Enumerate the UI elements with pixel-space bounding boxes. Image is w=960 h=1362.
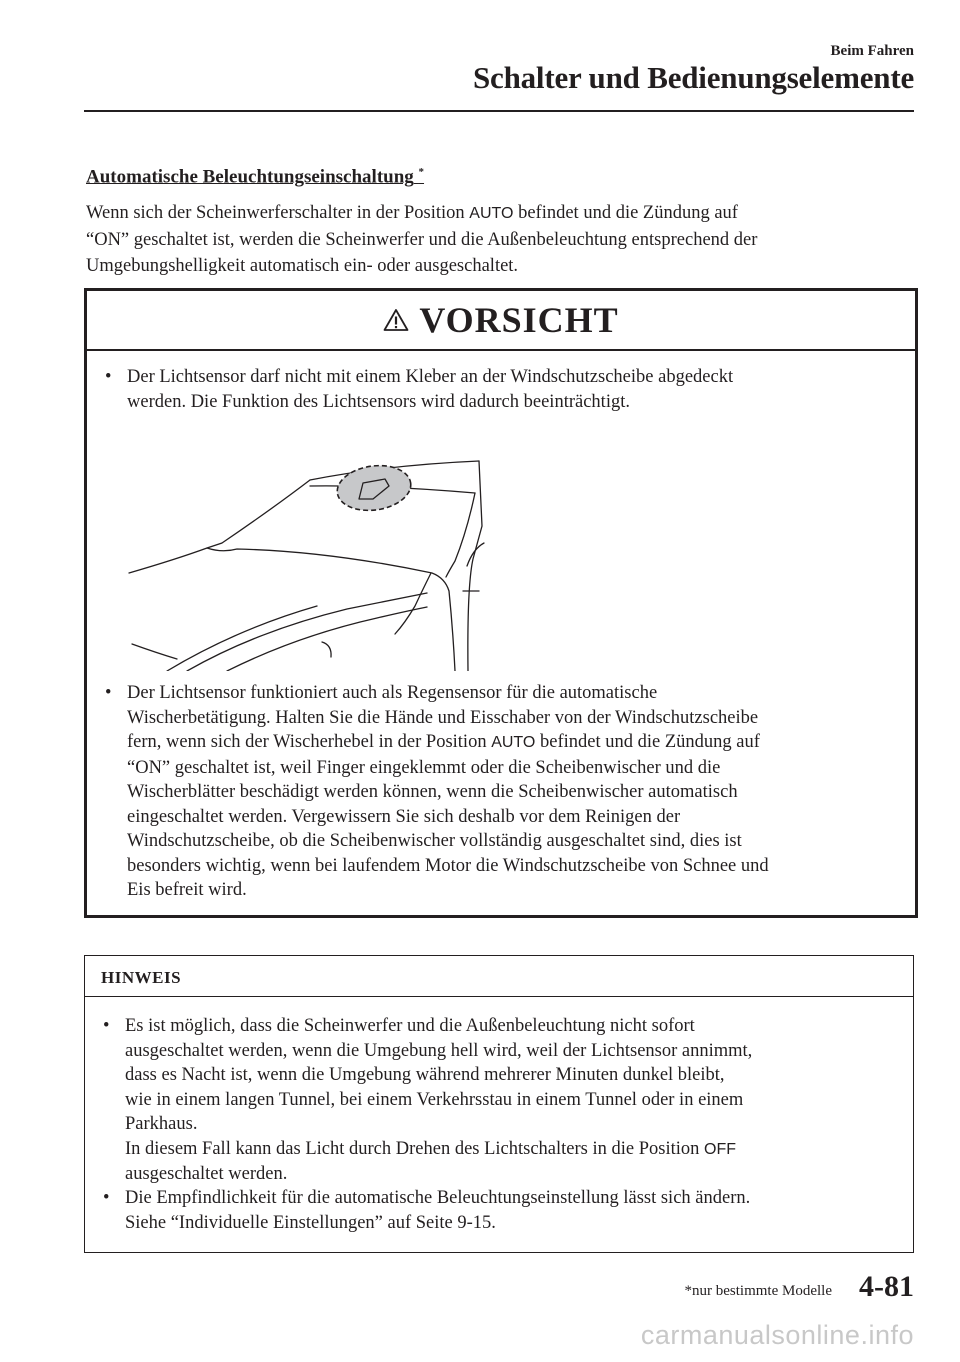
chapter-label: Beim Fahren [830, 43, 914, 59]
footnote: *nur bestimmte Modelle [684, 1283, 832, 1299]
note-text: Es ist möglich, dass die Scheinwerfer und die Außenbeleuchtung nicht sofort [125, 1016, 695, 1036]
intro-text: Wenn sich der Scheinwerferschalter in der Position [86, 203, 465, 223]
note-text [125, 1137, 915, 1163]
subsection-heading [86, 166, 424, 188]
caution-text: eingeschaltet werden. Vergewissern Sie sich deshalb vor dem Reinigen der [127, 806, 681, 827]
auto-position-code: AUTO [491, 734, 536, 751]
intro-line-3: Umgebungshelligkeit automatisch ein- oder ausgeschaltet. [86, 256, 519, 276]
caution-text: besonders wichtig, wenn bei laufendem Motor die Windschutzscheibe von Schnee und [127, 855, 769, 876]
note-title: HINWEIS [101, 968, 182, 987]
auto-position-code: AUTO [469, 205, 514, 222]
bullet-symbol: • [103, 1016, 110, 1036]
caution-text: fern, wenn sich der Wischerhebel in der Position [127, 732, 487, 752]
note-text: Die Empfindlichkeit für die automatische Beleuchtungseinstellung lässt sich ändern. [125, 1188, 751, 1208]
caution-text: befindet und die Zündung auf [539, 732, 760, 752]
note-text: In diesem Fall kann das Licht durch Drehen des Lichtschalters in die Position [125, 1138, 700, 1159]
caution-header [87, 291, 915, 351]
bullet-symbol: • [103, 1188, 110, 1208]
note-text: Siehe “Individuelle Einstellungen” auf Seite 9-15. [125, 1212, 496, 1233]
off-position-code: OFF [704, 1140, 737, 1158]
note-text: wie in einem langen Tunnel, bei einem Verkehrsstau in einem Tunnel oder in einem [125, 1089, 744, 1110]
caution-text: werden. Die Funktion des Lichtsensors wird dadurch beeinträchtigt. [127, 391, 630, 412]
section-title: Schalter und Bedienungselemente [472, 60, 914, 95]
windshield-light-sensor-illustration [127, 431, 497, 671]
caution-text: Der Lichtsensor funktioniert auch als Regensensor für die automatische [127, 683, 658, 703]
caution-bullet-2 [103, 681, 917, 903]
bullet-symbol: • [105, 683, 112, 703]
note-text: ausgeschaltet werden. [125, 1164, 288, 1184]
note-box [84, 955, 914, 1253]
warning-triangle-icon [383, 308, 409, 332]
caution-text: Wischerblätter beschädigt werden können, wenn die Scheibenwischer automatisch [127, 782, 738, 802]
caution-box [84, 288, 918, 918]
caution-text: Wischerbetätigung. Halten Sie die Hände und Eisschaber von der Windschutzscheibe [127, 707, 759, 728]
note-text: Parkhaus. [125, 1114, 198, 1134]
caution-bullet-1 [103, 365, 917, 414]
note-header [85, 956, 913, 997]
note-text: ausgeschaltet werden, wenn die Umgebung hell wird, weil der Lichtsensor annimmt, [125, 1040, 753, 1061]
caution-title: VORSICHT [419, 300, 619, 340]
intro-paragraph [86, 200, 926, 279]
header-rule [84, 110, 914, 112]
caution-text: Windschutzscheibe, ob die Scheibenwischer vollständig ausgeschaltet sind, dies ist [127, 831, 742, 851]
note-text: dass es Nacht ist, wenn die Umgebung während mehrerer Minuten dunkel bleibt, [125, 1065, 725, 1085]
caution-text: “ON” geschaltet ist, weil Finger eingeklemmt oder die Scheibenwischer und die [127, 757, 721, 778]
caution-text: Der Lichtsensor darf nicht mit einem Kleber an der Windschutzscheibe abgedeckt [127, 367, 734, 387]
note-bullet-2 [101, 1186, 915, 1235]
note-bullet-1 [101, 1014, 915, 1187]
intro-line-1 [86, 200, 926, 227]
intro-text: befindet und die Zündung auf [518, 203, 738, 223]
bullet-symbol: • [105, 367, 112, 387]
page-number: 4-81 [859, 1270, 914, 1303]
watermark: carmanualsonline.info [640, 1320, 914, 1350]
caution-text [127, 730, 917, 756]
subsection-marker: * [418, 166, 425, 178]
caution-text: Eis befreit wird. [127, 880, 247, 900]
intro-line-2: “ON” geschaltet ist, werden die Scheinwerfer und die Außenbeleuchtung entsprechend der [86, 230, 758, 250]
subsection-title: Automatische Beleuchtungseinschaltung [86, 166, 414, 188]
